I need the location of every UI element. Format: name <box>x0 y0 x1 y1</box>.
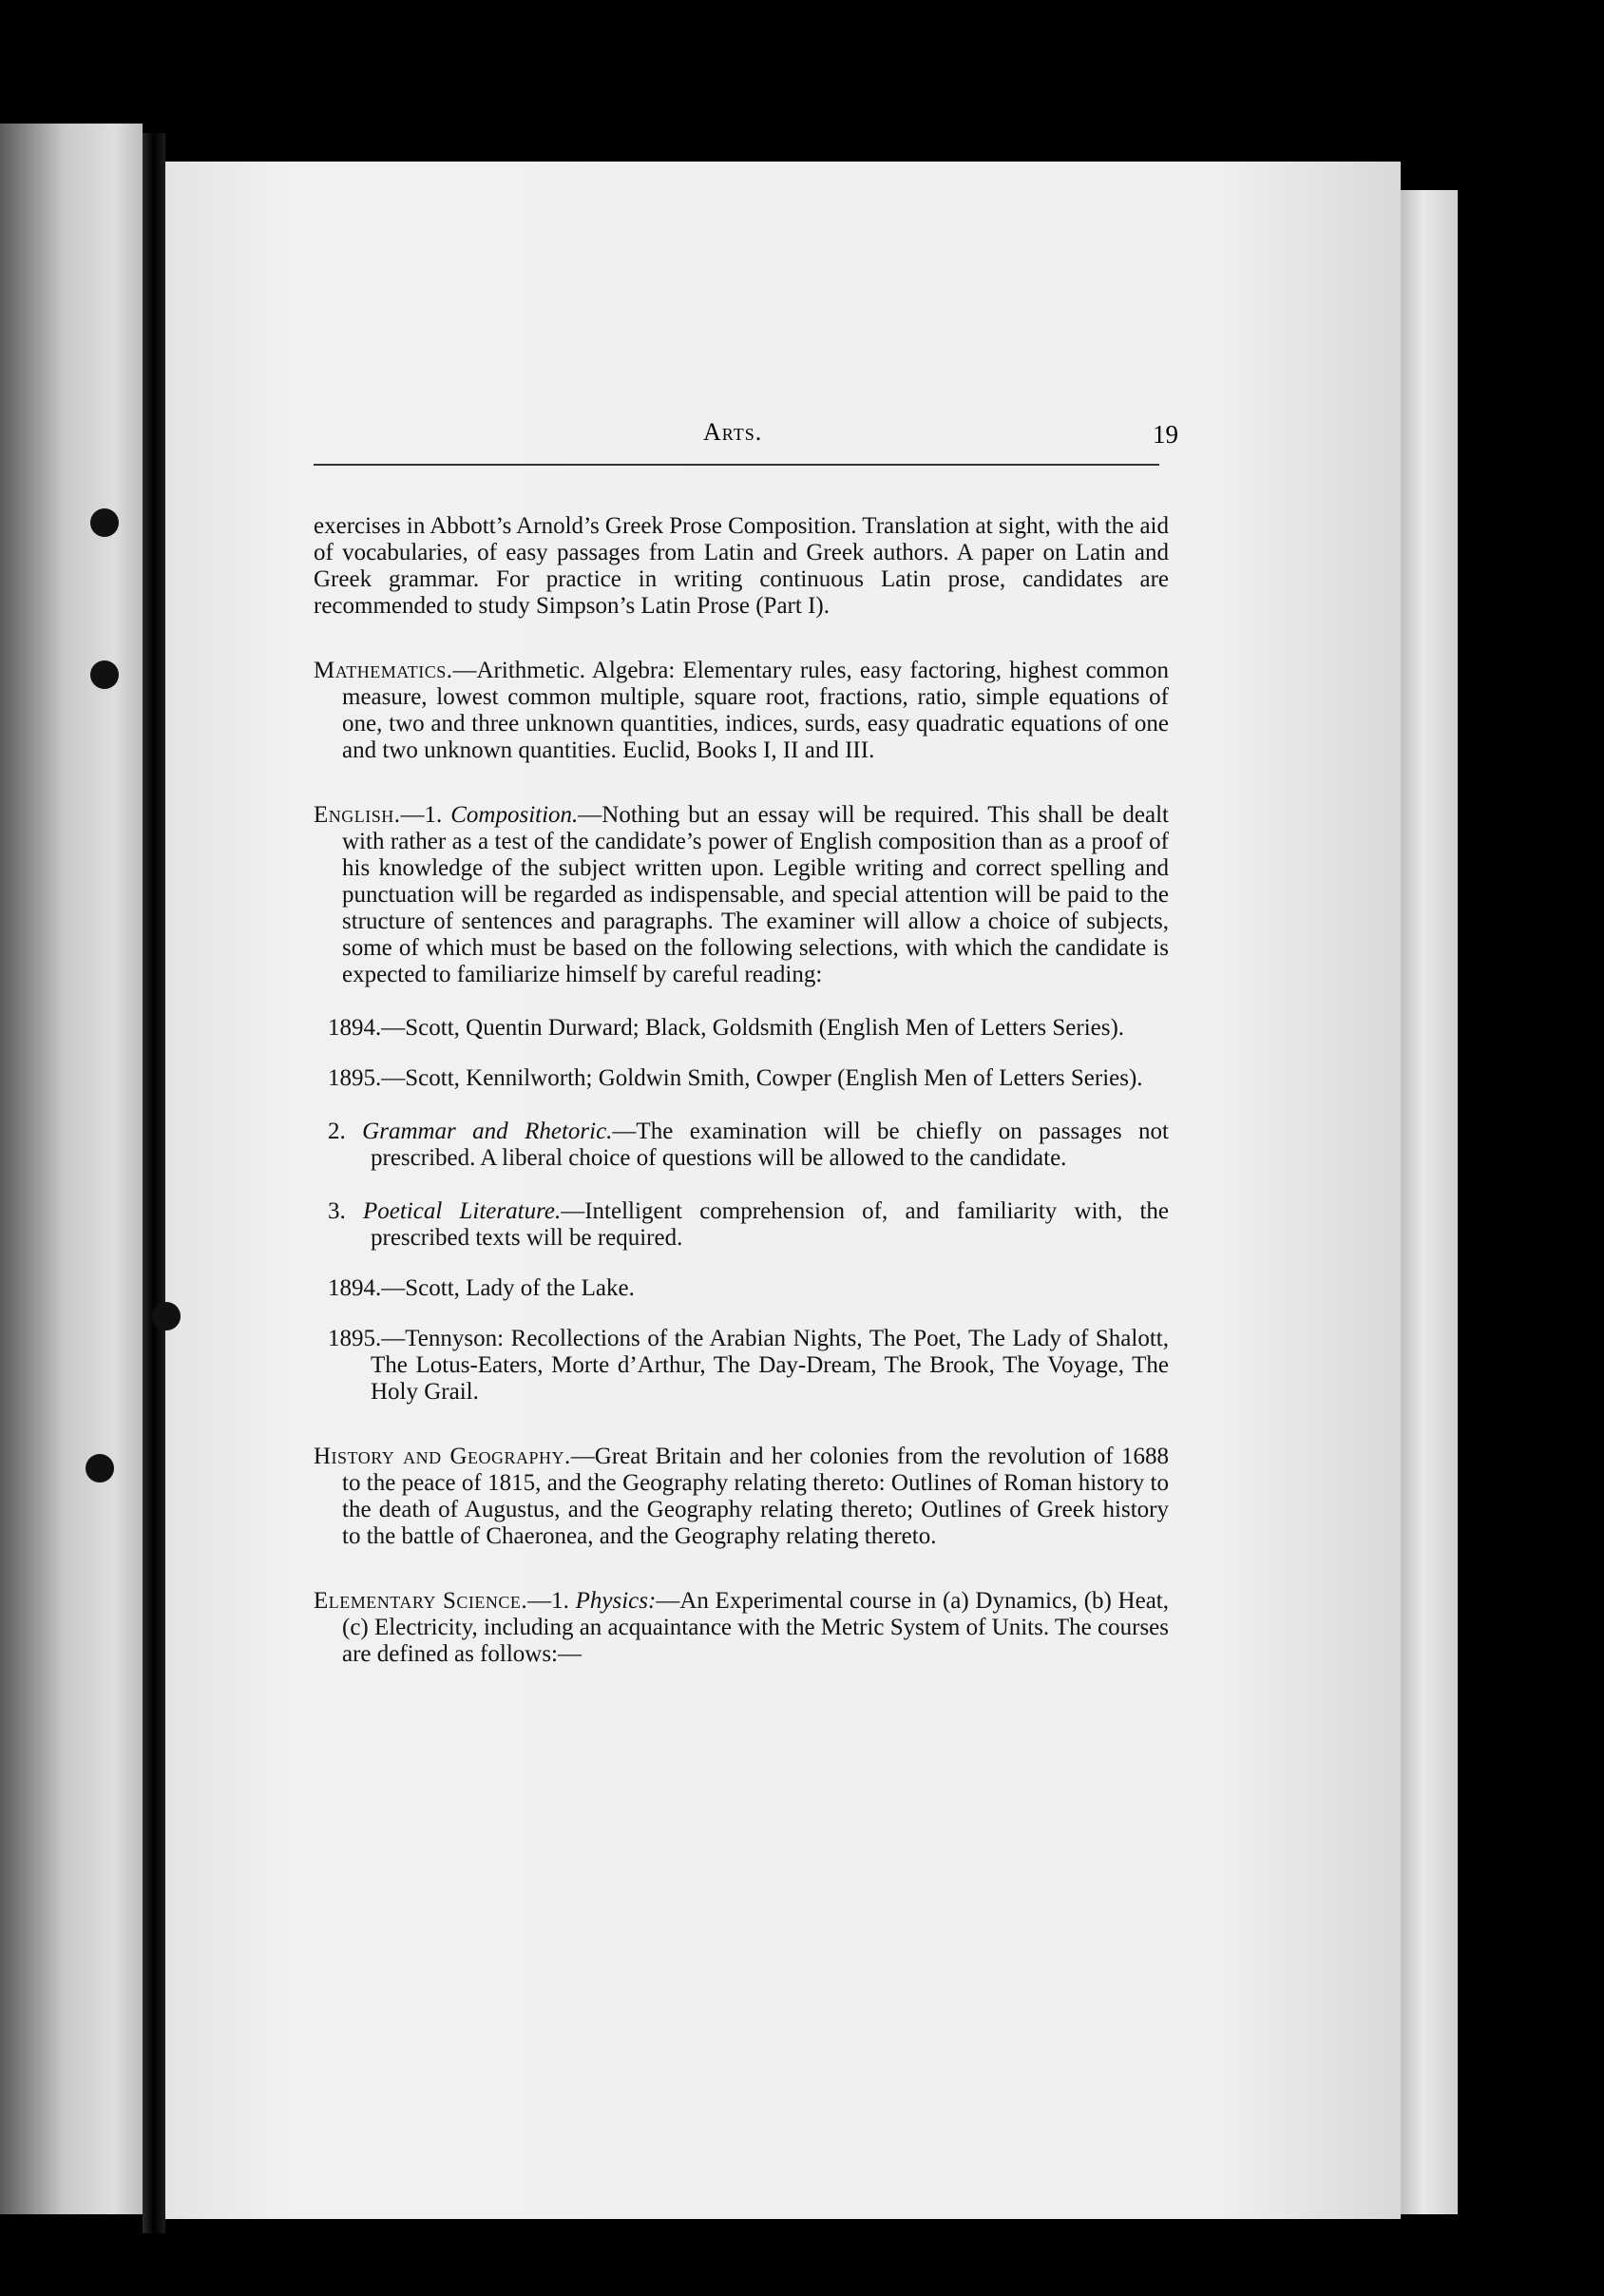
reading-1895: 1895.—Scott, Kennilworth; Goldwin Smith, Cowper (English Men of Letters Series). <box>328 1065 1143 1091</box>
composition-subheading: Composition. <box>450 802 579 828</box>
mathematics-text: —Arithmetic. Algebra: Elementary rules, easy factoring, highest common measure, lowest common multiple, square root, fractions, ratio, simple equations of one, two and three unknown quantities, indices, surds, easy quadratic equations of one and two unknown quantities. Euclid, Books I, II and III. <box>342 658 1169 763</box>
grammar-title: Grammar and Rhetoric. <box>362 1119 613 1144</box>
grammar-number: 2. <box>328 1119 346 1144</box>
poetical-1894: 1894.—Scott, Lady of the Lake. <box>328 1275 635 1301</box>
binding-hole <box>86 1454 114 1483</box>
english-heading: English. <box>314 802 401 828</box>
history-section <box>285 1444 1169 1550</box>
page-stack-edge <box>1401 190 1458 2214</box>
grammar-paragraph <box>285 1119 1169 1172</box>
running-head-title: Arts. <box>703 418 763 446</box>
science-section <box>285 1588 1169 1668</box>
header-rule <box>314 464 1159 466</box>
mathematics-section <box>285 658 1169 764</box>
intro-paragraph: exercises in Abbott’s Arnold’s Greek Prose Composition. Translation at sight, with the aid of vocabularies, of easy passages from Latin and Greek authors. A paper on Latin and Greek grammar. For practice in writing continuous Latin prose, candidates are recommended to study Simpson’s Latin Prose (Part I). <box>314 513 1169 619</box>
poetical-text: —Intelligent comprehension of, and familiarity with, the prescribed texts will be required. <box>371 1198 1170 1251</box>
english-section <box>285 802 1169 988</box>
poetical-title: Poetical Literature. <box>362 1198 562 1224</box>
poetical-1895: 1895.—Tennyson: Recollections of the Arabian Nights, The Poet, The Lady of Shalott, The Lotus-Eaters, Morte d’Arthur, The Day-Dream, The Brook, The Voyage, The Holy Grail. <box>328 1326 1169 1405</box>
science-number: —1. <box>527 1588 569 1614</box>
science-text: —An Experimental course in (a) Dynamics, (b) Heat, (c) Electricity, including an acquaintance with the Metric System of Units. The courses are defined as follows:— <box>342 1588 1169 1667</box>
running-head <box>266 418 1178 456</box>
binding-hole <box>90 660 119 689</box>
history-text: —Great Britain and her colonies from the revolution of 1688 to the peace of 1815, and the Geography relating thereto: Outlines of Roman history to the death of Augustus, and the Geography relating thereto; Outlines of Greek history to the battle of Chaeronea, and the Geography relating thereto. <box>342 1444 1169 1549</box>
history-heading: History and Geography. <box>314 1444 571 1469</box>
grammar-text: —The examination will be chiefly on passages not prescribed. A liberal choice of questions will be allowed to the candidate. <box>371 1119 1169 1171</box>
physics-subheading: Physics: <box>575 1588 657 1614</box>
binding-hole <box>152 1302 181 1330</box>
mathematics-heading: Mathematics. <box>314 658 453 683</box>
composition-text: —Nothing but an essay will be required. This shall be dealt with rather as a test of the candidate’s power of English composition than as a proof of his knowledge of the subject written upon. Legible writing and correct spelling and punctuation will be regarded as indispensable, and special attention will be paid to the structure of sentences and paragraphs. The examiner will allow a choice of subjects, some of which must be based on the following selections, with which the candidate is expected to familiarize himself by careful reading: <box>342 802 1169 987</box>
poetical-number: 3. <box>328 1198 346 1224</box>
science-heading: Elementary Science. <box>314 1588 528 1614</box>
reading-1894: 1894.—Scott, Quentin Durward; Black, Goldsmith (English Men of Letters Series). <box>328 1015 1125 1041</box>
book-spine <box>143 133 165 2233</box>
binding-hole <box>90 508 119 537</box>
page-body <box>285 513 1169 1692</box>
poetical-paragraph <box>285 1198 1169 1252</box>
english-number: —1. <box>400 802 443 828</box>
previous-page-edge <box>0 124 143 2214</box>
page-number: 19 <box>1153 420 1178 449</box>
